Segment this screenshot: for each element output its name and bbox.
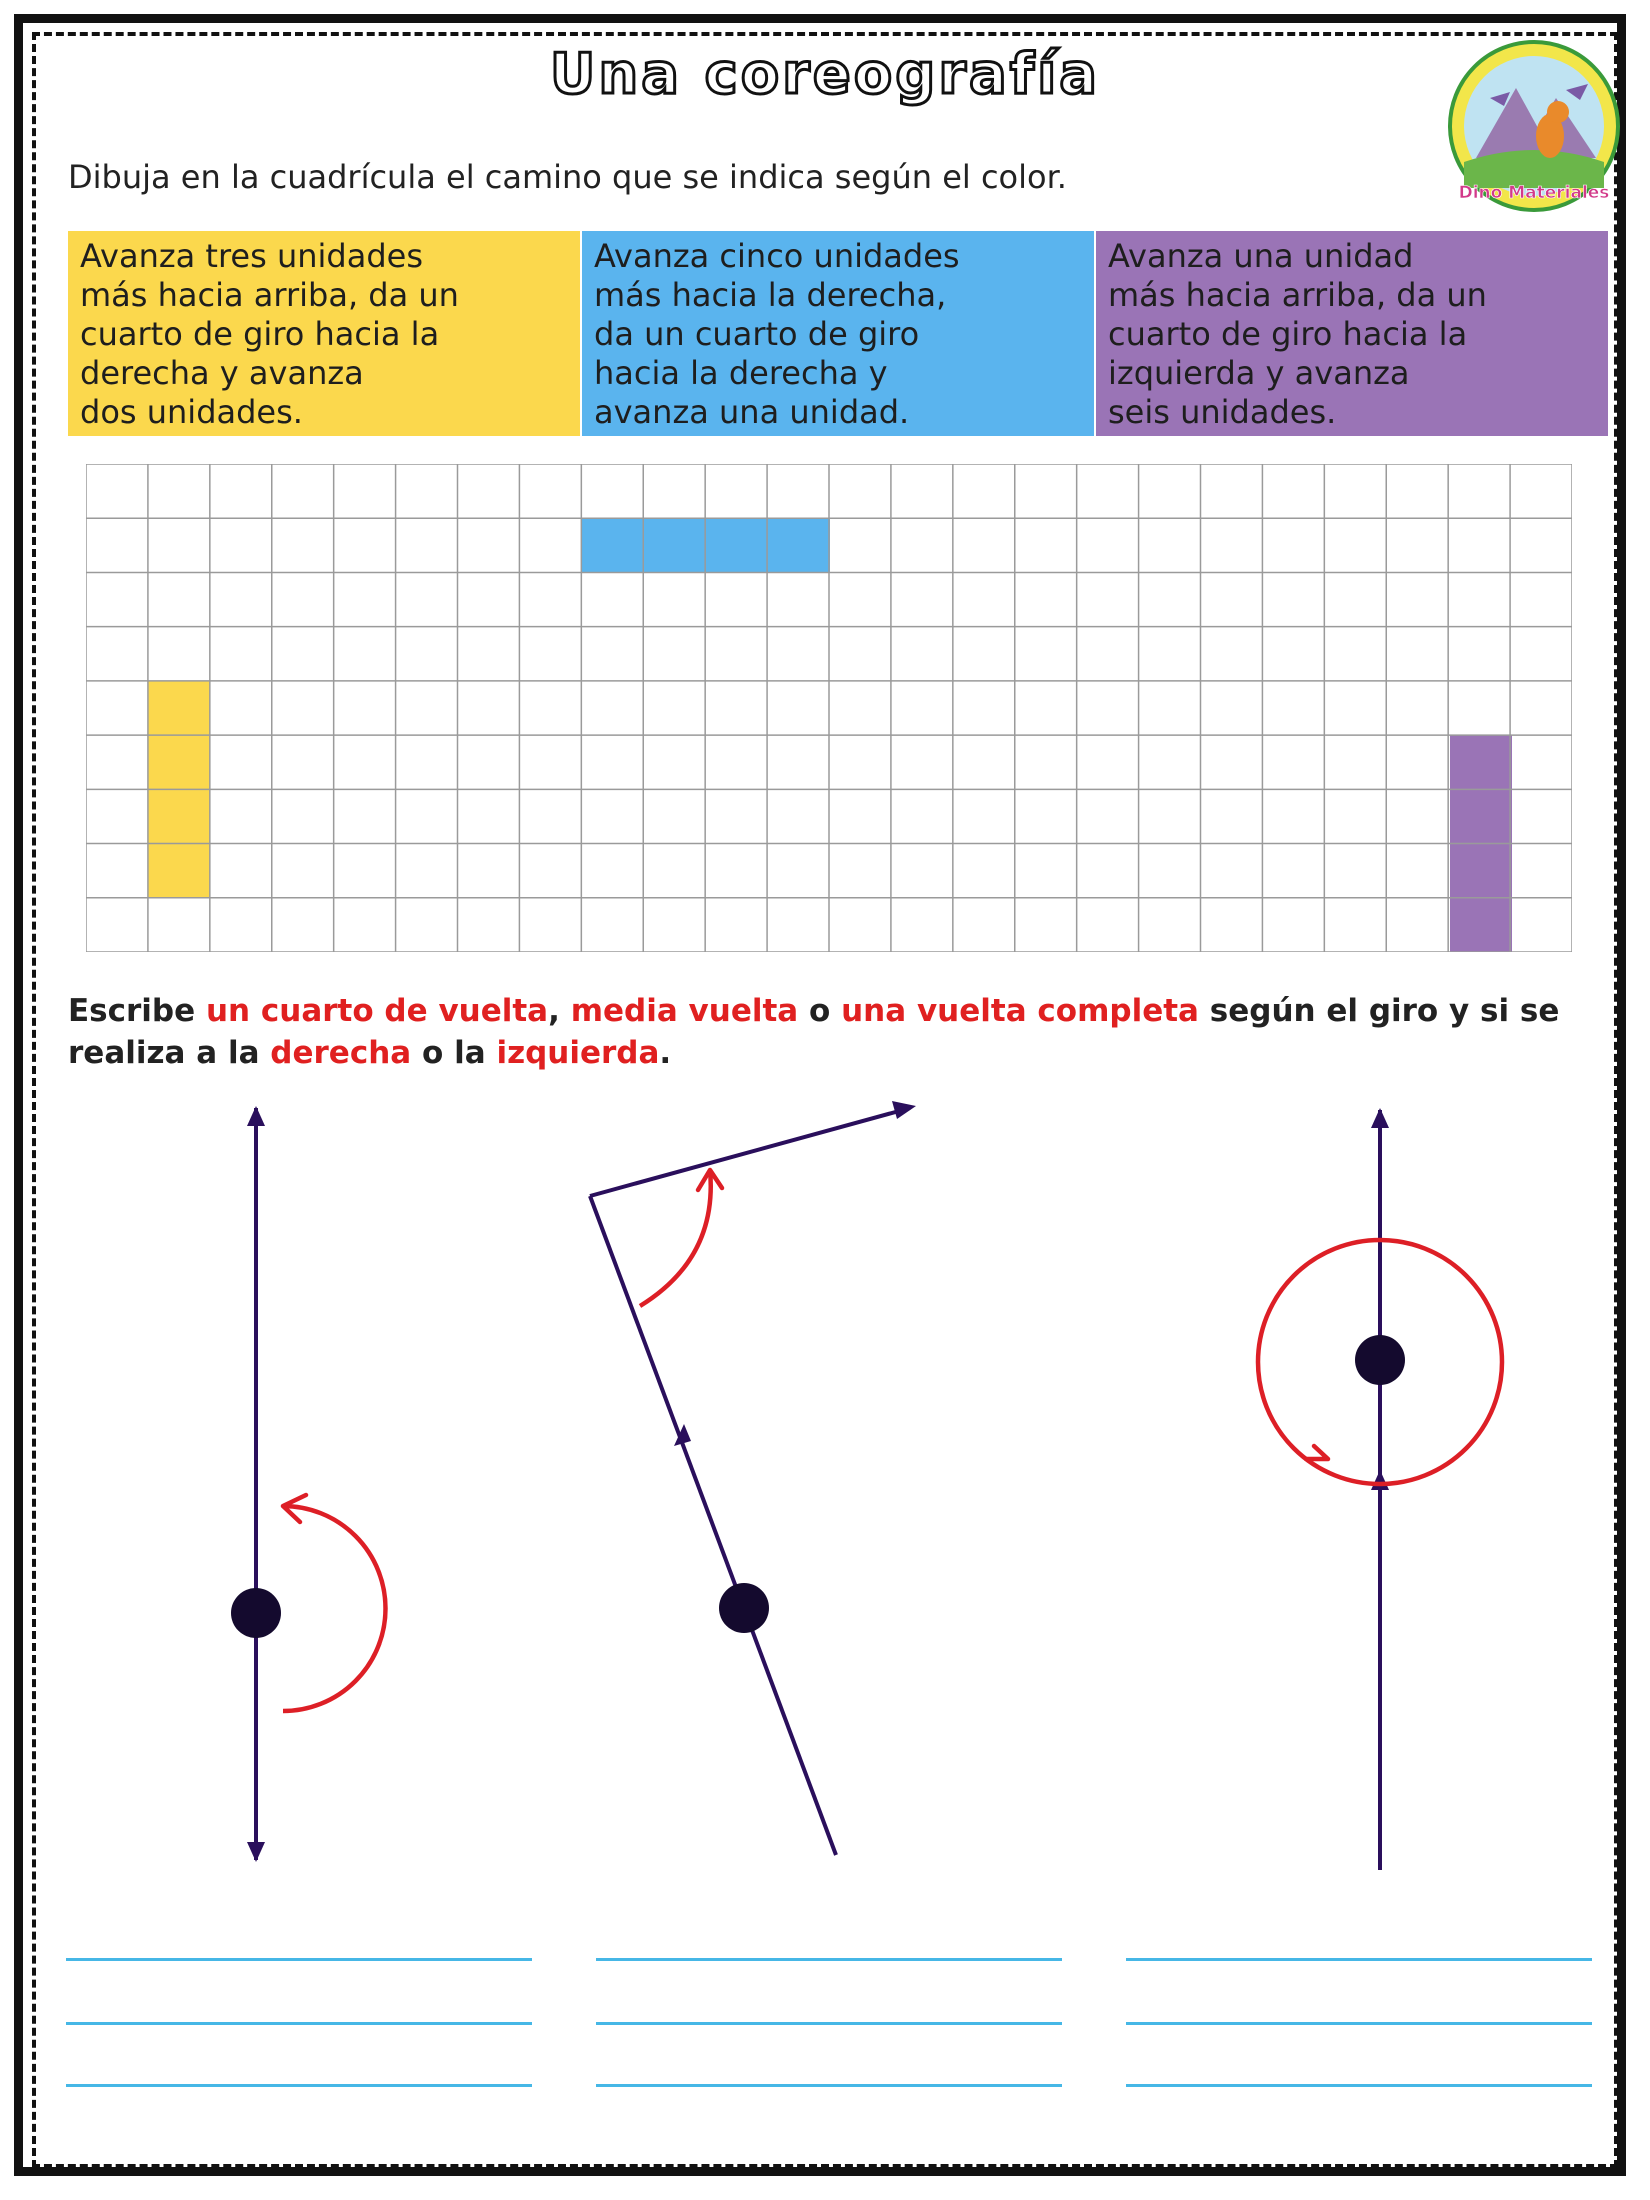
option-left: izquierda xyxy=(496,1035,660,1071)
answer-line[interactable] xyxy=(66,1958,532,1961)
answer-line[interactable] xyxy=(1126,2022,1592,2025)
instruction-box-blue: Avanza cinco unidades más hacia la derecha, da un cuarto de giro hacia la derecha y avanza una unidad. xyxy=(582,231,1094,436)
option-right: derecha xyxy=(270,1035,412,1071)
answer-line[interactable] xyxy=(1126,2084,1592,2087)
option-full-turn: una vuelta completa xyxy=(841,993,1199,1029)
dino-logo xyxy=(1446,38,1622,214)
drawing-grid[interactable] xyxy=(86,464,1572,952)
turn-diagram-quarter xyxy=(560,1090,940,1890)
answer-line[interactable] xyxy=(596,2022,1062,2025)
answer-line[interactable] xyxy=(66,2022,532,2025)
svg-text:Dino Materiales: Dino Materiales xyxy=(1458,183,1610,203)
instruction-box-purple: Avanza una unidad más hacia arriba, da un cuarto de giro hacia la izquierda y avanza seis unidades. xyxy=(1096,231,1608,436)
instruction-box-yellow: Avanza tres unidades más hacia arriba, da un cuarto de giro hacia la derecha y avanza dos unidades. xyxy=(68,231,580,436)
answer-line[interactable] xyxy=(66,2084,532,2087)
answer-line[interactable] xyxy=(596,2084,1062,2087)
option-half-turn: media vuelta xyxy=(570,993,799,1029)
turn-diagram-full xyxy=(1240,1090,1540,1890)
instruction-text: Dibuja en la cuadrícula el camino que se indica según el color. xyxy=(68,158,1067,196)
turn-instruction: Escribe un cuarto de vuelta, media vuelta o una vuelta completa según el giro y si se realiza a la derecha o la izquierda. xyxy=(68,993,1560,1071)
answer-line[interactable] xyxy=(596,1958,1062,1961)
grid-lines xyxy=(86,464,1572,952)
turn-diagram-half xyxy=(140,1090,480,1890)
option-quarter-turn: un cuarto de vuelta xyxy=(205,993,549,1029)
answer-line[interactable] xyxy=(1126,1958,1592,1961)
grid-fill-blue xyxy=(582,519,830,573)
page-title: Una coreografía xyxy=(549,42,1101,107)
